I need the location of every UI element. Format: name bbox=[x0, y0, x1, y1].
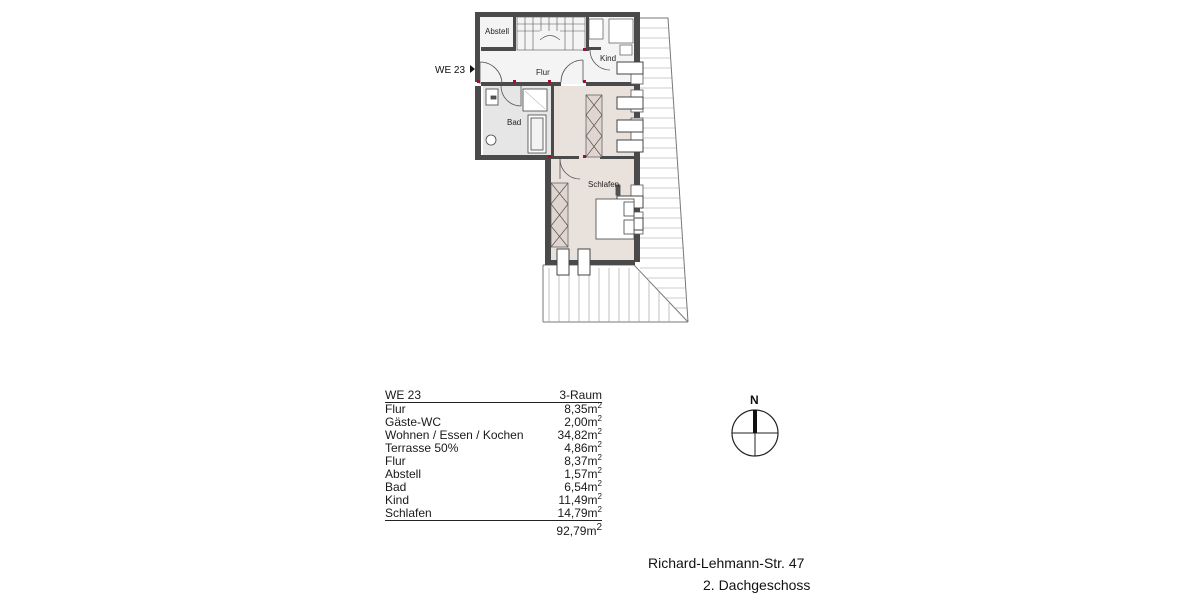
area-row-name: Wohnen / Essen / Kochen bbox=[385, 428, 524, 442]
room-label-flur: Flur bbox=[536, 68, 550, 77]
area-table-row bbox=[385, 507, 602, 521]
area-table-type: 3-Raum bbox=[559, 388, 602, 402]
compass-icon bbox=[728, 406, 782, 460]
room-label-kind: Kind bbox=[600, 54, 617, 63]
compass-north-label: N bbox=[750, 393, 759, 407]
area-row-value: $11,49m^2$ bbox=[558, 492, 602, 507]
area-row-value: $6,54m^2$ bbox=[564, 479, 602, 494]
area-row-value: $2,00m^2$ bbox=[564, 414, 602, 429]
area-row-value: $14,79m^2$ bbox=[557, 505, 602, 520]
address: Richard-Lehmann-Str. 47 bbox=[648, 555, 805, 571]
area-row-name: Kind bbox=[385, 493, 410, 507]
area-row-value: $4,86m^2$ bbox=[564, 440, 602, 455]
area-row-value: $1,57m^2$ bbox=[564, 466, 602, 481]
room-label-bad: Bad bbox=[507, 118, 522, 127]
area-table-rows bbox=[385, 403, 602, 521]
area-row-name: Gäste-WC bbox=[385, 415, 442, 429]
unit-arrow-icon bbox=[470, 65, 475, 73]
unit-label: WE 23 bbox=[435, 65, 466, 76]
area-row-value: $8,37m^2$ bbox=[564, 453, 602, 468]
area-row-value: $8,35m^2$ bbox=[564, 401, 602, 416]
room-label-abstell: Abstell bbox=[485, 27, 510, 36]
area-table bbox=[385, 388, 602, 538]
room-label-schlafen: Schlafen bbox=[588, 180, 620, 189]
area-total-value: 92,79 bbox=[556, 524, 587, 538]
area-table-header bbox=[385, 389, 602, 403]
area-table-unit: WE 23 bbox=[385, 388, 422, 402]
area-table-total: $92,79m^2$ bbox=[556, 522, 602, 538]
area-row-name: Abstell bbox=[385, 467, 422, 481]
area-row-name: Flur bbox=[385, 454, 406, 468]
area-row-name: Terrasse 50% bbox=[385, 441, 459, 455]
area-row-value: $34,82m^2$ bbox=[557, 427, 602, 442]
floor-label: 2. Dachgeschoss bbox=[703, 577, 811, 593]
area-row-name: Bad bbox=[385, 480, 407, 494]
area-row-name: Schlafen bbox=[385, 506, 432, 520]
area-row-name: Flur bbox=[385, 402, 406, 416]
